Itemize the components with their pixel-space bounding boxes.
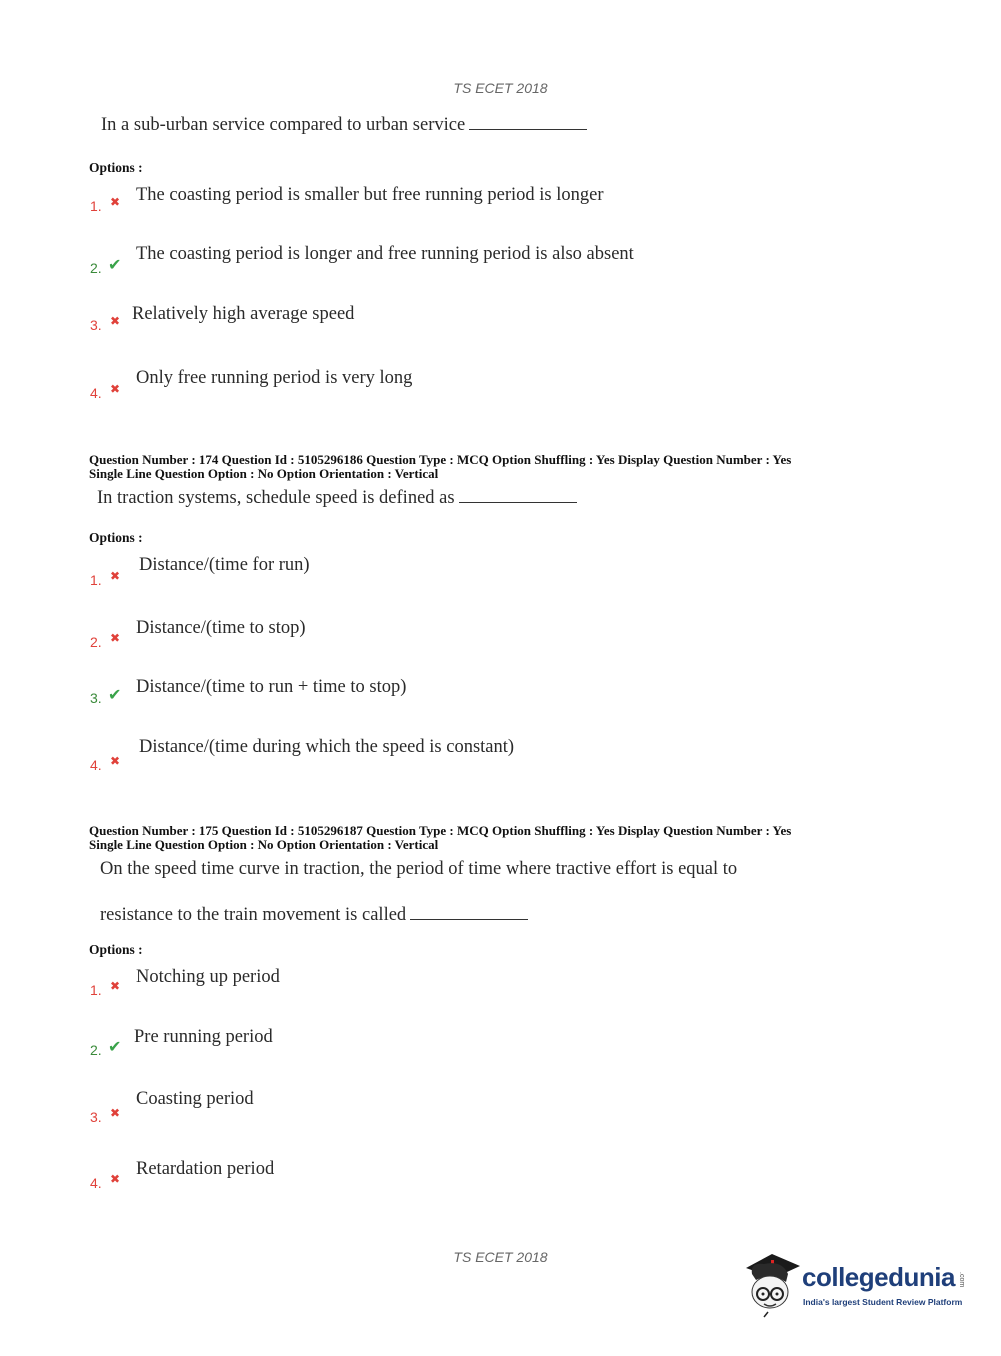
option-number: 2. xyxy=(90,634,102,650)
logo-wordmark: collegedunia xyxy=(802,1262,955,1292)
wrong-mark-icon: ✖ xyxy=(110,569,121,583)
wrong-mark-icon: ✖ xyxy=(110,382,121,396)
wrong-mark-icon: ✖ xyxy=(110,314,121,328)
option-number: 1. xyxy=(90,982,102,998)
option-text: Relatively high average speed xyxy=(132,304,355,324)
meta-line: Single Line Question Option : No Option Orientation : Vertical xyxy=(89,837,439,852)
meta-line: Question Number : 174 Question Id : 5105296186 Question Type : MCQ Option Shuffling : Yes Display Question Number : Yes xyxy=(89,452,792,467)
correct-mark-icon: ✔ xyxy=(108,685,122,704)
question-174-meta xyxy=(89,453,909,481)
option-text: Coasting period xyxy=(136,1089,254,1109)
option-text: Retardation period xyxy=(136,1159,275,1179)
wrong-mark-icon: ✖ xyxy=(110,1172,121,1186)
wrong-mark-icon: ✖ xyxy=(110,979,121,993)
page-footer: TS ECET 2018 xyxy=(453,1249,548,1265)
page-header: TS ECET 2018 xyxy=(453,80,548,96)
correct-mark-icon: ✔ xyxy=(108,1037,122,1056)
option-number: 4. xyxy=(90,385,102,401)
wrong-mark-icon: ✖ xyxy=(110,754,121,768)
correct-mark-icon: ✔ xyxy=(108,255,122,274)
wrong-mark-icon: ✖ xyxy=(110,631,121,645)
options-label-175: Options : xyxy=(89,942,143,957)
question-174-text xyxy=(97,488,577,509)
wrong-mark-icon: ✖ xyxy=(110,1106,121,1120)
option-number: 2. xyxy=(90,1042,102,1058)
question-175-text-content: resistance to the train movement is called xyxy=(100,905,407,925)
option-number: 3. xyxy=(90,317,102,333)
question-175-text-line2 xyxy=(100,905,528,926)
option-number: 3. xyxy=(90,1109,102,1125)
option-number: 2. xyxy=(90,260,102,276)
question-173-text-content: In a sub-urban service compared to urban service xyxy=(101,115,466,135)
options-label-174: Options : xyxy=(89,530,143,545)
option-number: 4. xyxy=(90,757,102,773)
option-text: Distance/(time to stop) xyxy=(136,618,306,638)
mascot-logo-icon xyxy=(742,1250,804,1318)
options-label-173: Options : xyxy=(89,160,143,175)
meta-line: Single Line Question Option : No Option Orientation : Vertical xyxy=(89,466,439,481)
question-175-meta xyxy=(89,824,909,852)
wrong-mark-icon: ✖ xyxy=(110,195,121,209)
option-number: 3. xyxy=(90,690,102,706)
option-text: Distance/(time for run) xyxy=(139,555,310,575)
question-175-text-line1: On the speed time curve in traction, the period of time where tractive effort is equal to xyxy=(100,859,738,879)
meta-line: Question Number : 175 Question Id : 5105296187 Question Type : MCQ Option Shuffling : Yes Display Question Number : Yes xyxy=(89,823,792,838)
option-text: Notching up period xyxy=(136,967,280,987)
answer-blank xyxy=(410,905,528,920)
option-number: 1. xyxy=(90,198,102,214)
option-text: Distance/(time to run + time to stop) xyxy=(136,677,407,697)
option-text: The coasting period is smaller but free running period is longer xyxy=(136,185,604,205)
question-174-text-content: In traction systems, schedule speed is defined as xyxy=(97,488,455,508)
logo-suffix: .com xyxy=(958,1272,965,1288)
option-text: Distance/(time during which the speed is constant) xyxy=(139,737,515,757)
logo-tagline: India's largest Student Review Platform xyxy=(803,1297,963,1307)
option-text: Only free running period is very long xyxy=(136,368,413,388)
option-number: 4. xyxy=(90,1175,102,1191)
option-text: The coasting period is longer and free running period is also absent xyxy=(136,244,634,264)
answer-blank xyxy=(459,488,577,503)
option-text: Pre running period xyxy=(134,1027,273,1047)
answer-blank xyxy=(469,115,587,130)
option-number: 1. xyxy=(90,572,102,588)
question-173-text xyxy=(101,115,587,136)
